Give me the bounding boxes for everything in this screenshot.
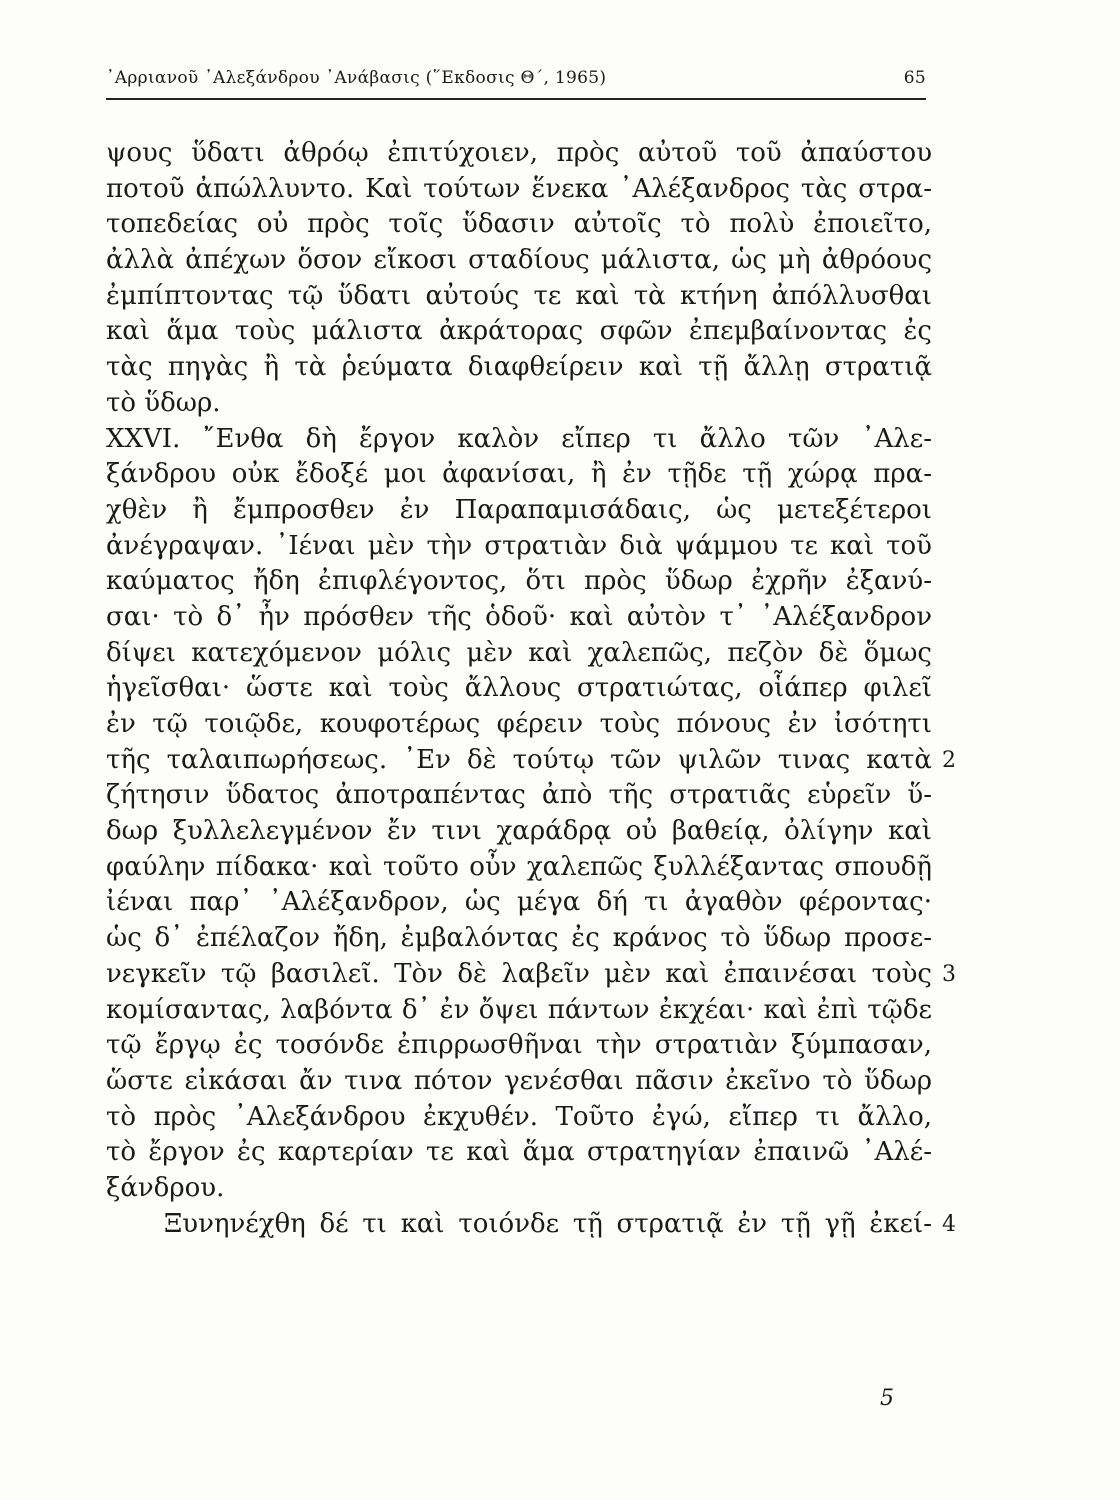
- text-line-content: ἰέναι παρ᾿ ᾿Αλέξανδρον, ὡς μέγα δή τι ἀγαθὸν φέροντας·: [106, 887, 932, 918]
- text-line-content: ὡς δ᾿ ἐπέλαζον ἤδη, ἐμβαλόντας ἐς κράνος τὸ ὕδωρ προσε-: [106, 923, 932, 954]
- text-line: [106, 600, 936, 636]
- text-line: [106, 707, 936, 743]
- line-marker: 5: [880, 1386, 894, 1411]
- text-line-content: ἡγεῖσθαι· ὥστε καὶ τοὺς ἄλλους στρατιώτας, οἷάπερ φιλεῖ: [106, 673, 932, 704]
- text-line: [106, 778, 936, 814]
- text-line: [106, 957, 956, 993]
- section-number: 4: [942, 1211, 956, 1237]
- text-line-content: φαύλην πίδακα· καὶ τοῦτο οὖν χαλεπῶς ξυλλέξαντας σπουδῇ: [106, 851, 932, 882]
- body-text: [106, 136, 956, 1242]
- text-line: [106, 814, 936, 850]
- text-line: [106, 671, 936, 707]
- running-head: [106, 66, 926, 96]
- text-line-content: ζήτησιν ὕδατος ἀποτραπέντας ἀπὸ τῆς στρατιᾶς εὑρεῖν ὕ-: [106, 780, 932, 811]
- text-line: [106, 993, 936, 1029]
- text-line: [106, 1171, 936, 1207]
- text-line: [106, 314, 936, 350]
- text-line-content: νεγκεῖν τῷ βασιλεῖ. Τὸν δὲ λαβεῖν μὲν καὶ ἐπαινέσαι τοὺς: [106, 958, 932, 989]
- text-line-content: ἀνέγραψαν. ᾿Ιέναι μὲν τὴν στρατιὰν διὰ ψάμμου τε καὶ τοῦ: [106, 530, 932, 561]
- text-line: [106, 885, 936, 921]
- text-line: [106, 422, 936, 458]
- text-line: [106, 493, 936, 529]
- text-line-content: τὸ πρὸς ᾿Αλεξάνδρου ἐκχυθέν. Τοῦτο ἐγώ, εἴπερ τι ἄλλο,: [106, 1101, 932, 1132]
- text-line: [106, 529, 936, 565]
- text-line-content: Ξυνηνέχθη δέ τι καὶ τοιόνδε τῇ στρατιᾷ ἐν τῇ γῇ ἐκεί-: [164, 1208, 932, 1239]
- text-line-content: ἀλλὰ ἀπέχων ὅσον εἴκοσι σταδίους μάλιστα, ὡς μὴ ἀθρόους: [106, 245, 932, 276]
- text-line: [106, 136, 936, 172]
- text-line-content: ἐμπίπτοντας τῷ ὕδατι αὐτούς τε καὶ τὰ κτήνη ἀπόλλυσθαι: [106, 280, 932, 311]
- section-number: 2: [942, 747, 956, 773]
- text-line-content: τὰς πηγὰς ἢ τὰ ῥεύματα διαφθείρειν καὶ τῇ ἄλλῃ στρατιᾷ: [106, 352, 932, 383]
- text-line-content: ποτοῦ ἀπώλλυντο. Καὶ τούτων ἕνεκα ᾿Αλέξανδρος τὰς στρα-: [106, 173, 932, 204]
- text-line: [106, 386, 936, 422]
- text-line-content: ἐν τῷ τοιῷδε, κουφοτέρως φέρειν τοὺς πόνους ἐν ἰσότητι: [106, 709, 932, 739]
- text-line-content: τὸ ἔργον ἐς καρτερίαν τε καὶ ἅμα στρατηγίαν ἐπαινῶ ᾿Αλέ-: [106, 1137, 932, 1168]
- running-title: ᾿Αρριανοῦ ᾿Αλεξάνδρου ᾿Ανάβασις (῞Εκδοσις Θ΄, 1965): [106, 68, 607, 88]
- text-line-content: ὥστε εἰκάσαι ἄν τινα πότον γενέσθαι πᾶσιν ἐκεῖνο τὸ ὕδωρ: [106, 1065, 932, 1096]
- text-line-content: XXVI. ῎Ενθα δὴ ἔργον καλὸν εἴπερ τι ἄλλο τῶν ᾿Αλε-: [106, 423, 932, 454]
- text-line: [106, 743, 956, 779]
- text-line: [106, 172, 936, 208]
- text-line: [106, 1064, 936, 1100]
- page-number: 65: [903, 68, 926, 88]
- text-line: [106, 207, 936, 243]
- section-number: 3: [942, 961, 956, 987]
- text-line: [106, 243, 936, 279]
- header-rule: [106, 98, 926, 100]
- text-line-content: ξάνδρου.: [106, 1172, 225, 1203]
- text-line: [106, 1100, 936, 1136]
- text-line-content: τὸ ὕδωρ.: [106, 387, 221, 418]
- text-line-content: σαι· τὸ δ᾿ ἦν πρόσθεν τῆς ὁδοῦ· καὶ αὐτὸν τ᾿ ᾿Αλέξανδρον: [106, 601, 932, 632]
- text-line-content: τῷ ἔργῳ ἐς τοσόνδε ἐπιρρωσθῆναι τὴν στρατιὰν ξύμπασαν,: [106, 1030, 932, 1061]
- text-line-content: δωρ ξυλλελεγμένον ἔν τινι χαράδρᾳ οὐ βαθείᾳ, ὀλίγην καὶ: [106, 816, 932, 847]
- text-line: [106, 921, 936, 957]
- text-line-content: τῆς ταλαιπωρήσεως. ᾿Εν δὲ τούτῳ τῶν ψιλῶν τινας κατὰ: [106, 744, 932, 775]
- text-line: [106, 1028, 936, 1064]
- text-line: [106, 1135, 936, 1171]
- text-line: [106, 457, 936, 493]
- text-line-content: ξάνδρου οὐκ ἔδοξέ μοι ἀφανίσαι, ἢ ἐν τῇδε τῇ χώρᾳ πρα-: [106, 459, 932, 490]
- text-line-content: ψους ὕδατι ἀθρόῳ ἐπιτύχοιεν, πρὸς αὐτοῦ τοῦ ἀπαύστου: [106, 138, 932, 168]
- text-line: [106, 350, 936, 386]
- text-line: [106, 564, 936, 600]
- text-line-content: τοπεδείας οὐ πρὸς τοῖς ὕδασιν αὐτοῖς τὸ πολὺ ἐποιεῖτο,: [106, 209, 932, 240]
- text-line: [106, 850, 936, 886]
- text-line: [106, 279, 936, 315]
- text-line: [106, 636, 936, 672]
- text-line-content: καὶ ἅμα τοὺς μάλιστα ἀκράτορας σφῶν ἐπεμβαίνοντας ἐς: [106, 316, 932, 347]
- text-line-content: κομίσαντας, λαβόντα δ᾿ ἐν ὄψει πάντων ἐκχέαι· καὶ ἐπὶ τῷδε: [106, 994, 932, 1025]
- text-line-content: καύματος ἤδη ἐπιφλέγοντος, ὅτι πρὸς ὕδωρ ἐχρῆν ἐξανύ-: [106, 566, 932, 597]
- text-line: [106, 1207, 956, 1243]
- text-line-content: δίψει κατεχόμενον μόλις μὲν καὶ χαλεπῶς, πεζὸν δὲ ὅμως: [106, 637, 932, 668]
- text-line-content: χθὲν ἢ ἔμπροσθεν ἐν Παραπαμισάδαις, ὡς μετεξέτεροι: [106, 494, 932, 525]
